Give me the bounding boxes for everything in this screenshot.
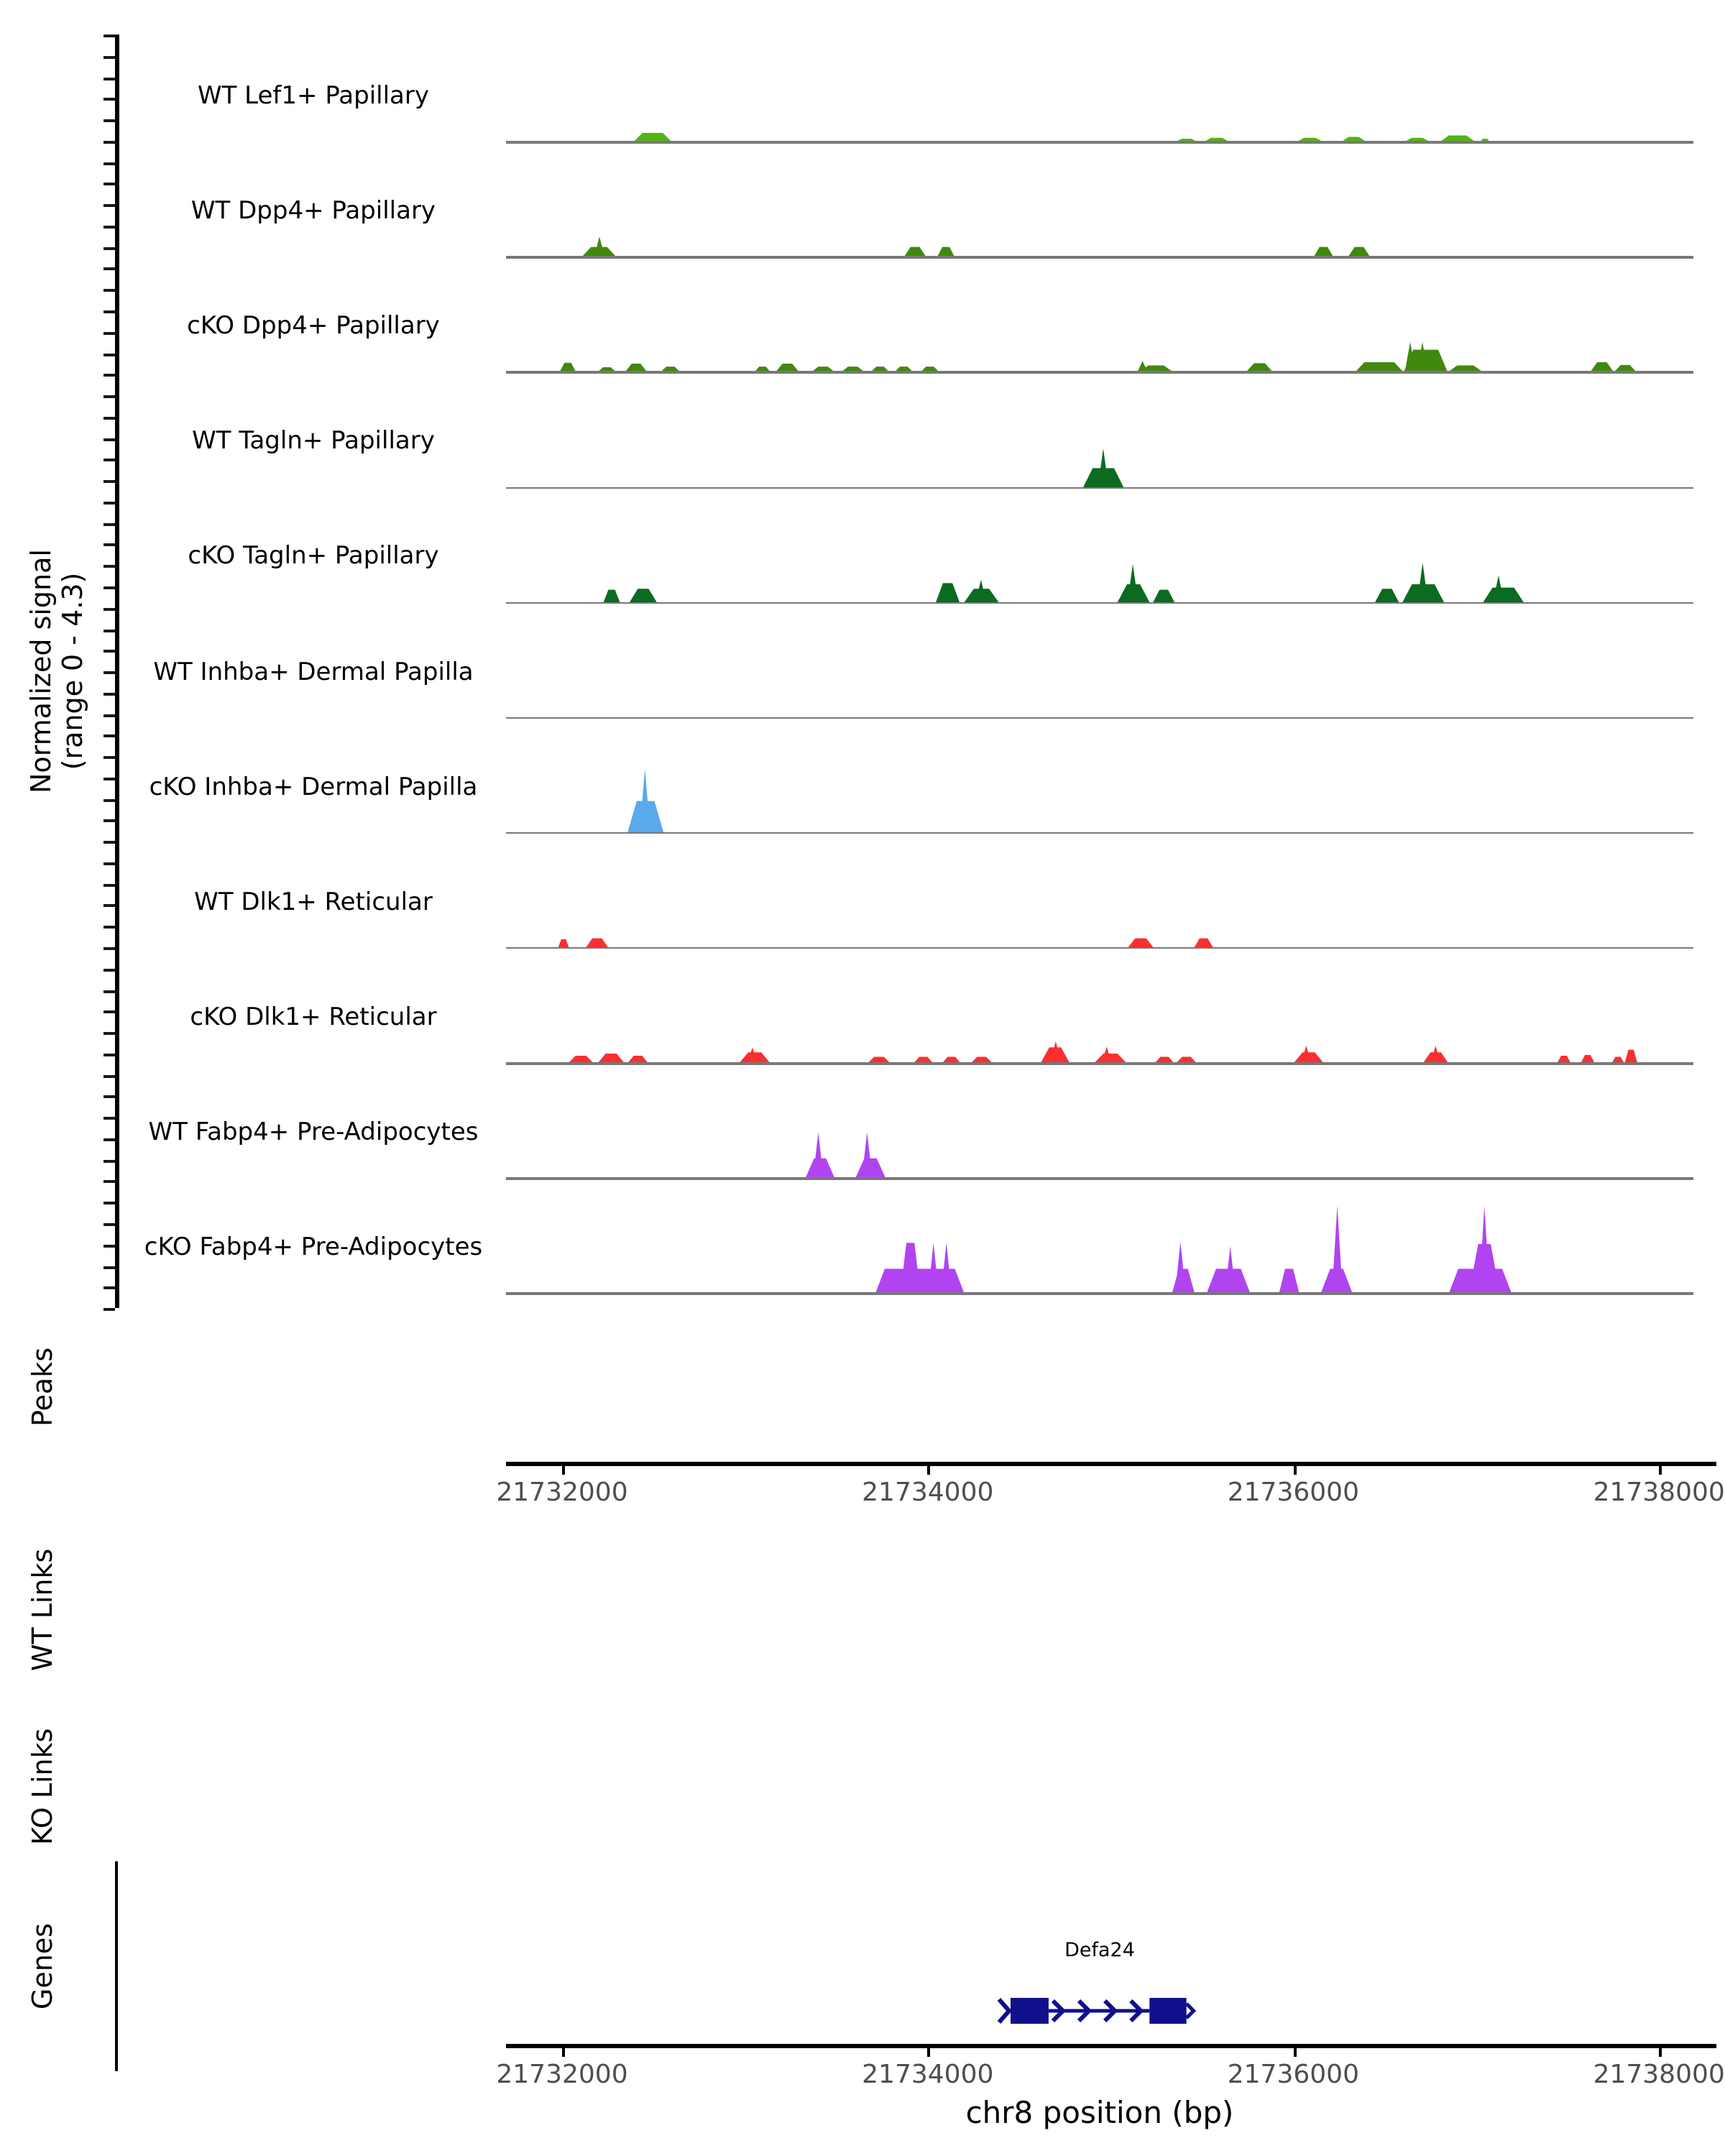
y-axis-tick <box>104 862 115 865</box>
y-axis-tick <box>104 629 115 632</box>
y-axis-tick <box>104 353 115 356</box>
track-label: cKO Dlk1+ Reticular <box>190 1003 437 1032</box>
y-axis-tick <box>104 374 115 377</box>
y-axis-tick <box>104 756 115 759</box>
track-baseline <box>506 1292 1693 1294</box>
track-baseline <box>506 947 1693 949</box>
y-axis-tick <box>104 968 115 971</box>
signal-area <box>506 151 1693 257</box>
signal-peak <box>1153 590 1174 602</box>
track-label: cKO Dpp4+ Papillary <box>187 312 440 341</box>
signal-area <box>506 266 1693 372</box>
y-axis-tick <box>104 183 115 186</box>
x-axis-tick-label: 21732000 <box>496 2060 628 2090</box>
y-axis-tick <box>104 34 115 37</box>
x-axis-tick-label: 21736000 <box>1227 1478 1359 1508</box>
x-axis-tick <box>928 2048 931 2057</box>
y-axis-tick <box>104 289 115 292</box>
track-label: WT Inhba+ Dermal Papilla <box>153 658 474 686</box>
y-axis-tick <box>104 1202 115 1204</box>
signal-area <box>506 727 1693 833</box>
y-axis-tick <box>104 162 115 165</box>
track-baseline <box>506 257 1693 259</box>
signal-spike <box>813 1133 824 1179</box>
track-label: WT Dpp4+ Papillary <box>190 197 436 226</box>
signal-peak <box>1624 1049 1637 1063</box>
y-axis-tick <box>104 480 115 483</box>
signal-spike <box>1128 565 1138 603</box>
track-baseline <box>506 602 1693 604</box>
y-axis-tick <box>104 1074 115 1077</box>
x-axis-tick <box>1659 1466 1662 1475</box>
ko-links-label-text: KO Links <box>27 1728 59 1846</box>
x-axis-tick <box>928 1466 931 1475</box>
y-axis-tick <box>104 268 115 271</box>
y-axis-tick <box>104 502 115 505</box>
signal-spike <box>1332 1206 1343 1294</box>
track-baseline <box>506 487 1693 489</box>
signal-spike <box>1175 1242 1186 1294</box>
x-axis-tick <box>562 2048 565 2057</box>
y-axis-tick <box>104 947 115 950</box>
track-baseline <box>506 1062 1693 1064</box>
peaks-label-text: Peaks <box>27 1348 59 1427</box>
gene-exon <box>1149 1998 1186 2024</box>
y-axis-tick <box>104 990 115 992</box>
x-axis-tick-label: 21738000 <box>1593 1478 1725 1508</box>
gene-defa24-glyph <box>506 1992 1693 2032</box>
wt-links-label-text: WT Links <box>27 1548 59 1672</box>
y-axis-tick <box>104 735 115 738</box>
track-label: cKO Tagln+ Papillary <box>188 542 439 571</box>
track-label: WT Dlk1+ Reticular <box>194 888 433 917</box>
signal-peak <box>630 589 657 603</box>
track-baseline <box>506 832 1693 834</box>
y-axis-tick <box>104 1096 115 1099</box>
y-axis-tick <box>104 607 115 610</box>
signal-peak <box>901 1243 921 1294</box>
y-axis-tick <box>104 522 115 525</box>
y-axis-tick <box>104 1286 115 1289</box>
track-label: WT Lef1+ Papillary <box>197 82 429 111</box>
x-axis-tick-label: 21738000 <box>1593 2060 1725 2090</box>
signal-spike <box>941 1243 952 1294</box>
signal-spike <box>928 1243 939 1294</box>
y-axis-tick <box>104 1266 115 1268</box>
y-axis-tick <box>104 650 115 653</box>
signal-area <box>506 382 1693 488</box>
signal-spike <box>640 768 650 833</box>
genes-label-text: Genes <box>27 1922 59 2010</box>
gene-strand-arrow <box>999 1999 1009 2022</box>
track-baseline <box>506 372 1693 374</box>
x-axis-tick <box>562 1466 565 1475</box>
y-axis-tick <box>104 1054 115 1056</box>
y-axis-tick <box>104 926 115 929</box>
x-axis-tick <box>1659 2048 1662 2057</box>
track-label: cKO Inhba+ Dermal Papilla <box>149 773 478 802</box>
section-label-genes <box>26 1851 60 2081</box>
track-baseline <box>506 1177 1693 1179</box>
track-baseline <box>506 717 1693 719</box>
signal-spike <box>594 236 605 257</box>
signal-area <box>506 1072 1693 1179</box>
track-label: WT Fabp4+ Pre-Adipocytes <box>148 1118 479 1147</box>
y-axis-tick <box>104 1308 115 1311</box>
position-x-axis-line <box>506 2044 1716 2048</box>
y-axis-tick <box>104 141 115 144</box>
signal-spike <box>862 1133 873 1179</box>
y-axis-tick <box>104 459 115 462</box>
y-axis-tick <box>104 247 115 249</box>
x-axis-tick <box>1293 1466 1296 1475</box>
x-axis-title: chr8 position (bp) <box>965 2096 1234 2130</box>
y-axis-tick <box>104 56 115 59</box>
signal-spike <box>1417 563 1428 603</box>
y-axis-tick <box>104 417 115 420</box>
gene-strand-arrow <box>1187 2004 1194 2018</box>
x-axis-tick-label: 21732000 <box>496 1478 628 1508</box>
y-axis-tick <box>104 1223 115 1226</box>
gene-name-label: Defa24 <box>1064 1939 1135 1962</box>
signal-spike <box>1098 449 1109 488</box>
y-axis-tick <box>104 77 115 80</box>
x-axis-tick-label: 21736000 <box>1227 2060 1359 2090</box>
y-axis-tick <box>104 841 115 844</box>
peaks-x-axis-line <box>506 1462 1716 1466</box>
y-axis-tick <box>104 1181 115 1184</box>
track-baseline <box>506 141 1693 143</box>
y-axis-tick <box>104 820 115 823</box>
y-axis-label-line1: Normalized signal <box>26 549 58 793</box>
genes-axis-bracket <box>115 1861 118 2071</box>
y-axis-tick <box>104 586 115 589</box>
gene-exon <box>1011 1998 1049 2024</box>
signal-area <box>506 842 1693 948</box>
track-label: cKO Fabp4+ Pre-Adipocytes <box>144 1233 483 1262</box>
x-axis-tick-label: 21734000 <box>862 1478 994 1508</box>
x-axis-tick-label: 21734000 <box>862 2060 994 2090</box>
y-axis-label-line2: (range 0 - 4.3) <box>58 572 89 770</box>
signal-peak <box>936 584 960 603</box>
signal-peak <box>604 590 620 602</box>
signal-area <box>506 497 1693 603</box>
y-axis-tick <box>104 119 115 122</box>
signal-area <box>506 957 1693 1064</box>
y-axis-tick <box>104 714 115 717</box>
y-axis-tick <box>104 693 115 696</box>
track-label: WT Tagln+ Papillary <box>192 427 435 456</box>
y-axis-tick <box>104 395 115 398</box>
x-axis-tick <box>1293 2048 1296 2057</box>
signal-peak <box>1279 1269 1299 1294</box>
signal-area <box>506 36 1693 142</box>
section-label-peaks <box>26 1272 60 1502</box>
signal-area <box>506 1187 1693 1294</box>
y-axis-tick <box>104 1159 115 1162</box>
signal-area <box>506 612 1693 718</box>
signal-peak <box>1375 589 1399 603</box>
